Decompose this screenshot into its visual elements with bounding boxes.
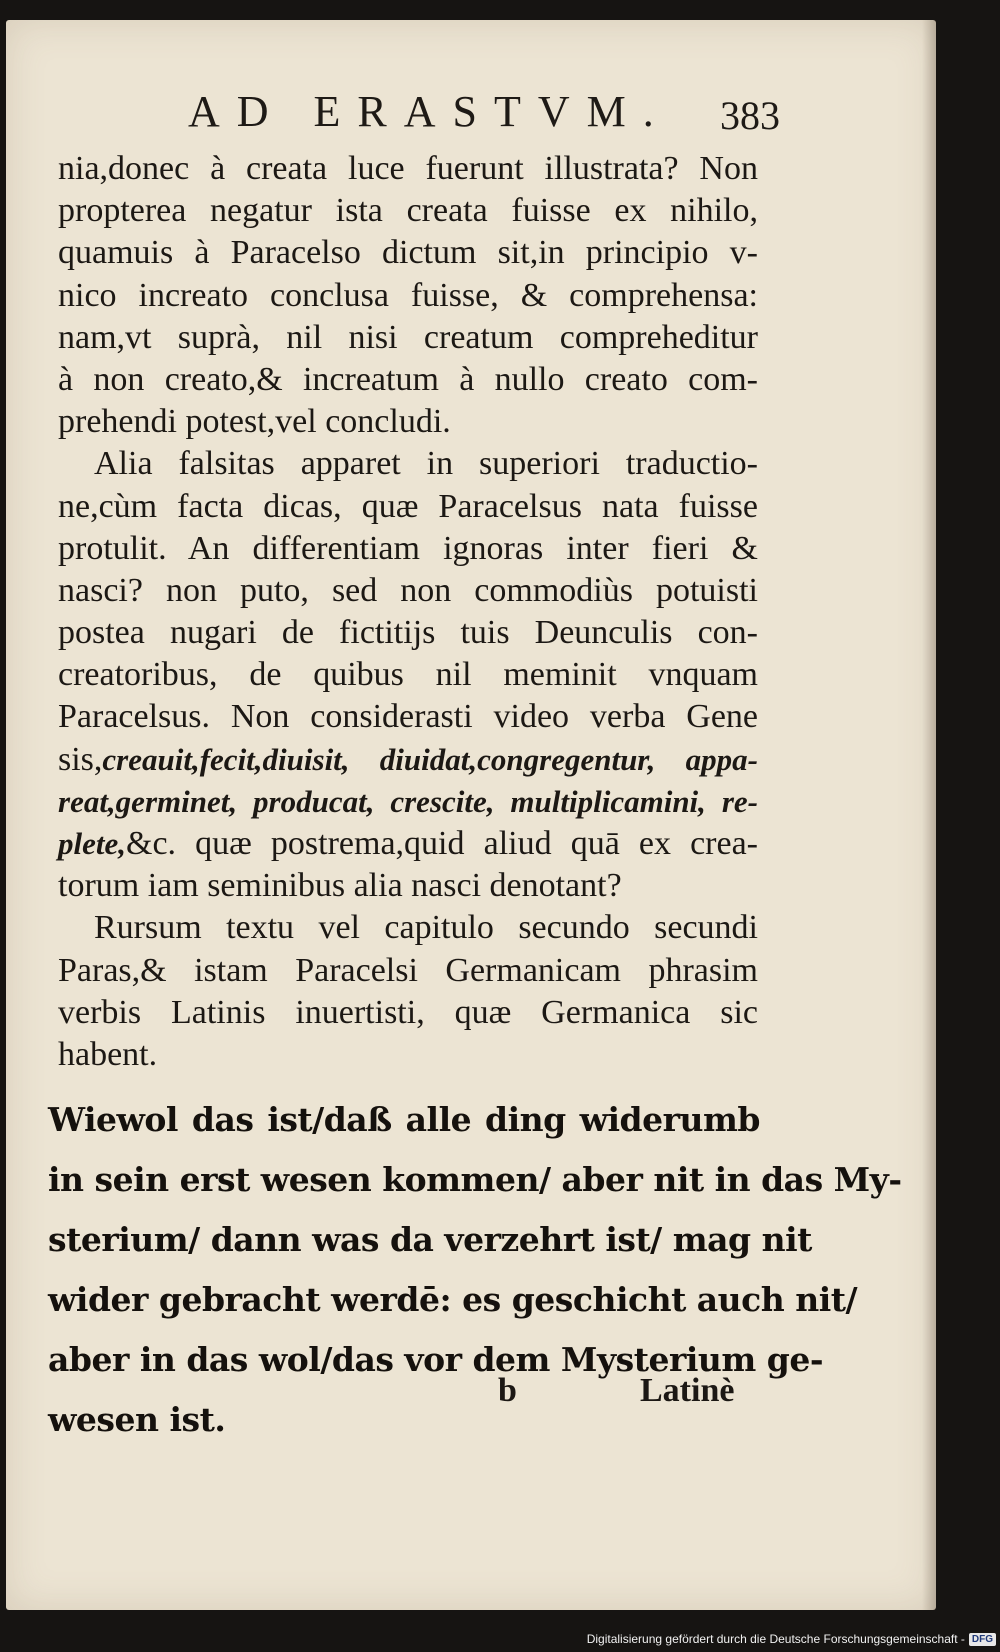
text-line: nasci? non puto, sed non commodiùs potuisti [58, 571, 758, 609]
text-line: prehendi potest,vel concludi. [58, 403, 451, 441]
italic-verbs: plete, [58, 826, 126, 861]
text-line: propterea negatur ista creata fuisse ex nihilo, [58, 192, 758, 230]
text-line: creatoribus, de quibus nil meminit vnquam [58, 656, 758, 694]
german-line: in sein erst wesen kommen/ aber nit in das My- [48, 1160, 902, 1199]
text-line: nia,donec à creata luce fuerunt illustrata? Non [58, 150, 758, 187]
german-line: Wiewol das ist/daß alle ding widerumb [48, 1100, 760, 1139]
digitization-footer [587, 1628, 996, 1650]
page-edge-shadow [922, 20, 936, 1610]
text-line: Paras,& istam Paracelsi Germanicam phrasim [58, 951, 758, 989]
italic-verbs: reat,germinet, producat, crescite, multiplicamini, re- [58, 783, 758, 819]
german-line: wider gebracht werdē: es geschicht auch nit/ [48, 1280, 858, 1319]
running-head: AD ERASTVM. [188, 87, 671, 136]
text-line-mixed [58, 739, 758, 781]
german-line: sterium/ dann was da verzehrt ist/ mag nit [48, 1220, 812, 1259]
line-rest: &c. quæ postrema,quid aliud quā ex crea- [126, 825, 758, 862]
text-line: Rursum textu vel capitulo secundo secundi [94, 909, 758, 947]
signature-mark: b [498, 1372, 517, 1409]
text-line: torum iam seminibus alia nasci denotant? [58, 867, 622, 905]
dfg-logo-icon: DFG [969, 1633, 996, 1646]
text-line: Paracelsus. Non considerasti video verba Gene [58, 698, 758, 736]
text-line-mixed [58, 781, 758, 823]
footer-credit: Digitalisierung gefördert durch die Deutsche Forschungsgemeinschaft - [586, 1632, 965, 1646]
text-line: nam,vt suprà, nil nisi creatum compreheditur [58, 318, 758, 356]
catchword: Latinè [640, 1372, 735, 1409]
german-line: wesen ist. [48, 1400, 226, 1439]
text-line: à non creato,& increatum à nullo creato com- [58, 360, 758, 398]
text-line: habent. [58, 1035, 158, 1073]
text-line: nico increato conclusa fuisse, & comprehensa: [58, 276, 758, 314]
line-prefix: sis, [58, 740, 103, 778]
page-number: 383 [720, 93, 780, 138]
italic-verbs: creauit,fecit,diuisit, diuidat,congregentur, appa- [102, 741, 758, 777]
text-line: ne,cùm facta dicas, quæ Paracelsus nata fuisse [58, 487, 758, 525]
latin-text-block [58, 148, 758, 1076]
text-line: quamuis à Paracelso dictum sit,in principio v- [58, 234, 758, 272]
text-line: protulit. An differentiam ignoras inter fieri & [58, 529, 758, 567]
text-line: postea nugari de fictitijs tuis Deunculis con- [58, 614, 758, 652]
german-line: aber in das wol/das vor dem Mysterium ge- [48, 1340, 824, 1379]
text-line: Alia falsitas apparet in superiori traductio- [94, 445, 758, 483]
text-line: verbis Latinis inuertisti, quæ Germanica sic [58, 993, 758, 1031]
page-header [180, 82, 780, 142]
text-line-mixed [58, 823, 758, 865]
